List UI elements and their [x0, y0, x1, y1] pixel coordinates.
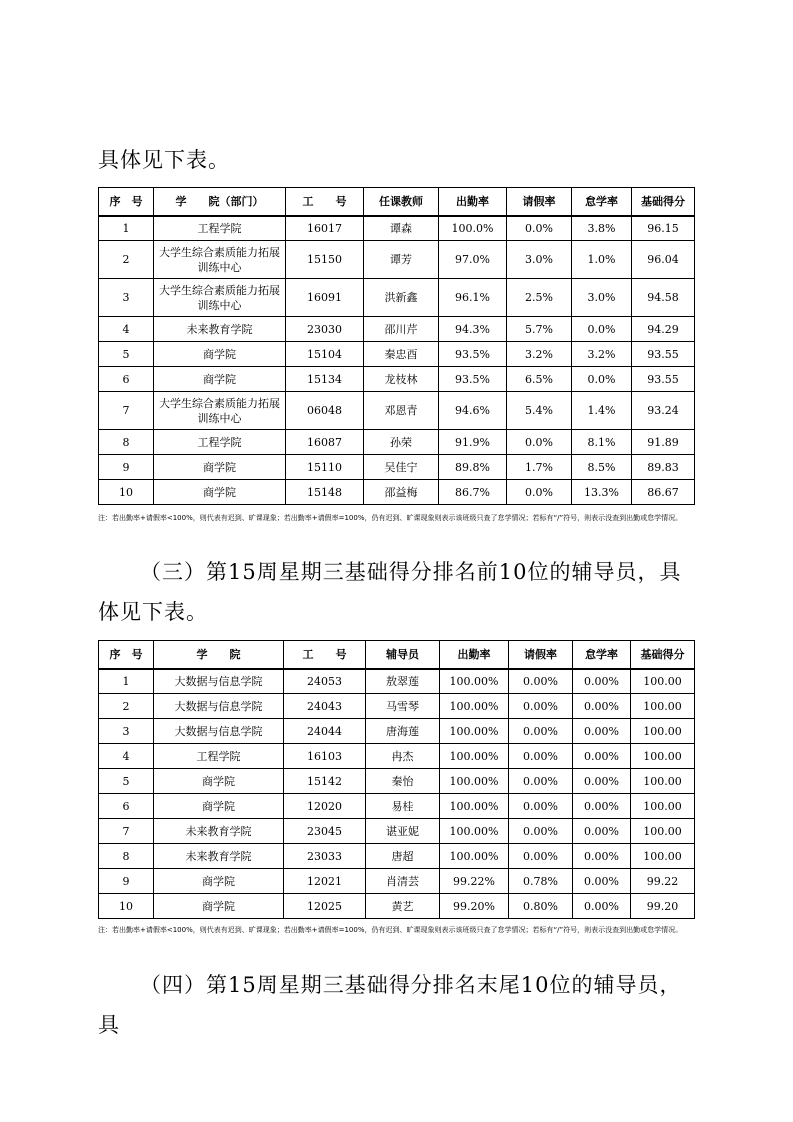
table-cell: 大学生综合素质能力拓展训练中心	[154, 241, 286, 279]
table-footnote: 注：若出勤率+请假率<100%，则代表有迟到、旷课现象；若出勤率+请假率=100%，仍有迟到、旷课现象则表示该班级只查了怠学情况；若标有“/”符号，则表示没查到出勤或怠学情况。	[98, 514, 683, 522]
table-cell: 商学院	[154, 794, 284, 819]
table-cell: 23045	[284, 819, 366, 844]
table-cell: 唐海莲	[366, 719, 440, 744]
table-cell: 2	[99, 694, 154, 719]
table-cell: 商学院	[154, 455, 286, 480]
table-row	[99, 844, 695, 869]
table-cell: 23030	[286, 317, 364, 342]
table-cell: 商学院	[154, 869, 284, 894]
table-cell: 15142	[284, 769, 366, 794]
section-4-paragraph: （四）第15周星期三基础得分排名末尾10位的辅导员，具	[98, 973, 682, 1037]
table-row	[99, 216, 695, 241]
table-cell: 100.00%	[440, 694, 509, 719]
table-cell: 0.0%	[507, 216, 572, 241]
table-cell: 6	[99, 794, 154, 819]
table-cell: 15134	[286, 367, 364, 392]
table-cell: 100.00%	[440, 719, 509, 744]
table-row	[99, 430, 695, 455]
table-cell: 100.00	[631, 669, 695, 694]
table-cell: 0.00%	[509, 794, 573, 819]
table-cell: 邵川芹	[364, 317, 439, 342]
table-cell: 邵益梅	[364, 480, 439, 505]
table-cell: 0.00%	[509, 744, 573, 769]
table-row	[99, 480, 695, 505]
table-cell: 孙荣	[364, 430, 439, 455]
table-cell: 89.83	[632, 455, 695, 480]
table-cell: 肖清芸	[366, 869, 440, 894]
header-cell: 怠学率	[572, 188, 632, 216]
table-row	[99, 769, 695, 794]
table-cell: 100.00	[631, 744, 695, 769]
table-cell: 0.00%	[573, 819, 631, 844]
table-footnote: 注：若出勤率+请假率<100%，则代表有迟到、旷课现象；若出勤率+请假率=100%，仍有迟到、旷课现象则表示该班级只查了怠学情况；若标有“/”符号，则表示没查到出勤或怠学情况。	[98, 926, 683, 934]
table-cell: 黄艺	[366, 894, 440, 919]
table-cell: 24043	[284, 694, 366, 719]
table-cell: 13.3%	[572, 480, 632, 505]
table-cell: 秦忠酉	[364, 342, 439, 367]
table-cell: 100.00%	[440, 844, 509, 869]
table-cell: 商学院	[154, 769, 284, 794]
table-cell: 0.0%	[507, 430, 572, 455]
header-cell: 出勤率	[440, 641, 509, 669]
table-cell: 10	[99, 894, 154, 919]
table-cell: 100.00%	[440, 744, 509, 769]
table-cell: 0.0%	[572, 317, 632, 342]
table-cell: 16087	[286, 430, 364, 455]
table-cell: 5.7%	[507, 317, 572, 342]
table-row	[99, 317, 695, 342]
table-cell: 99.20%	[440, 894, 509, 919]
table-cell: 秦怡	[366, 769, 440, 794]
header-cell: 出勤率	[439, 188, 507, 216]
table-row	[99, 367, 695, 392]
table-cell: 0.00%	[509, 819, 573, 844]
table-cell: 2.5%	[507, 279, 572, 317]
table-cell: 2	[99, 241, 154, 279]
table-cell: 敖翠莲	[366, 669, 440, 694]
header-cell: 基础得分	[632, 188, 695, 216]
table-row	[99, 342, 695, 367]
table-cell: 100.00%	[440, 669, 509, 694]
table-cell: 0.00%	[509, 844, 573, 869]
table-cell: 0.0%	[572, 367, 632, 392]
table-cell: 3	[99, 279, 154, 317]
intro-paragraph: 具体见下表。	[98, 148, 230, 172]
table-cell: 冉杰	[366, 744, 440, 769]
table-cell: 工程学院	[154, 430, 286, 455]
table-cell: 1	[99, 216, 154, 241]
table-cell: 94.58	[632, 279, 695, 317]
table-header-row	[99, 641, 695, 669]
table-cell: 12021	[284, 869, 366, 894]
table-cell: 100.00	[631, 694, 695, 719]
table-cell: 唐超	[366, 844, 440, 869]
teacher-ranking-table	[98, 187, 695, 505]
table-cell: 8	[99, 430, 154, 455]
table-cell: 93.55	[632, 367, 695, 392]
table-cell: 大学生综合素质能力拓展训练中心	[154, 392, 286, 430]
table-cell: 16091	[286, 279, 364, 317]
table-cell: 4	[99, 744, 154, 769]
table-cell: 15150	[286, 241, 364, 279]
table-cell: 0.00%	[573, 719, 631, 744]
table-cell: 8.5%	[572, 455, 632, 480]
header-cell: 学 院	[154, 641, 284, 669]
table-cell: 商学院	[154, 342, 286, 367]
table-cell: 3.2%	[507, 342, 572, 367]
table-cell: 0.00%	[573, 744, 631, 769]
table-cell: 16103	[284, 744, 366, 769]
table-cell: 工程学院	[154, 744, 284, 769]
table-cell: 谌亚妮	[366, 819, 440, 844]
table-cell: 5	[99, 342, 154, 367]
table-cell: 8	[99, 844, 154, 869]
table-cell: 99.22%	[440, 869, 509, 894]
table-cell: 0.00%	[509, 669, 573, 694]
table-cell: 6	[99, 367, 154, 392]
table-cell: 5	[99, 769, 154, 794]
table-row	[99, 455, 695, 480]
table-cell: 100.00	[631, 819, 695, 844]
table-cell: 未来教育学院	[154, 844, 284, 869]
header-cell: 序 号	[99, 188, 154, 216]
header-cell: 工 号	[284, 641, 366, 669]
table-cell: 100.0%	[439, 216, 507, 241]
table-cell: 15148	[286, 480, 364, 505]
table-cell: 0.00%	[573, 694, 631, 719]
table-row	[99, 744, 695, 769]
table-cell: 马雪琴	[366, 694, 440, 719]
header-cell: 工 号	[286, 188, 364, 216]
header-cell: 请假率	[507, 188, 572, 216]
table-cell: 商学院	[154, 480, 286, 505]
table-cell: 商学院	[154, 894, 284, 919]
table-cell: 12020	[284, 794, 366, 819]
counselor-ranking-table	[98, 640, 695, 919]
table-cell: 16017	[286, 216, 364, 241]
table-cell: 93.5%	[439, 367, 507, 392]
header-cell: 辅导员	[366, 641, 440, 669]
table-cell: 0.00%	[573, 669, 631, 694]
table-cell: 100.00	[631, 769, 695, 794]
table-cell: 0.00%	[573, 769, 631, 794]
table-cell: 大数据与信息学院	[154, 669, 284, 694]
table-cell: 24044	[284, 719, 366, 744]
table-cell: 1.0%	[572, 241, 632, 279]
table-cell: 0.00%	[573, 844, 631, 869]
table-cell: 100.00	[631, 844, 695, 869]
table-cell: 谭森	[364, 216, 439, 241]
table-cell: 100.00	[631, 719, 695, 744]
table-cell: 89.8%	[439, 455, 507, 480]
header-cell: 怠学率	[573, 641, 631, 669]
table-row	[99, 279, 695, 317]
header-cell: 基础得分	[631, 641, 695, 669]
table-cell: 100.00%	[440, 794, 509, 819]
table-cell: 1	[99, 669, 154, 694]
table-cell: 洪新鑫	[364, 279, 439, 317]
table-cell: 7	[99, 392, 154, 430]
table-row	[99, 794, 695, 819]
table-cell: 96.04	[632, 241, 695, 279]
table-cell: 97.0%	[439, 241, 507, 279]
table-cell: 9	[99, 455, 154, 480]
table-cell: 94.29	[632, 317, 695, 342]
table-cell: 大数据与信息学院	[154, 694, 284, 719]
table-cell: 3	[99, 719, 154, 744]
header-cell: 任课教师	[364, 188, 439, 216]
table-cell: 96.15	[632, 216, 695, 241]
table-row	[99, 819, 695, 844]
table-cell: 99.22	[631, 869, 695, 894]
table-row	[99, 719, 695, 744]
table-cell: 23033	[284, 844, 366, 869]
table-header-row	[99, 188, 695, 216]
table-cell: 4	[99, 317, 154, 342]
table-cell: 吴佳宁	[364, 455, 439, 480]
table-cell: 0.78%	[509, 869, 573, 894]
table-cell: 94.6%	[439, 392, 507, 430]
table-cell: 10	[99, 480, 154, 505]
table-cell: 1.7%	[507, 455, 572, 480]
table-row	[99, 392, 695, 430]
table-cell: 3.0%	[507, 241, 572, 279]
header-cell: 请假率	[509, 641, 573, 669]
table-cell: 91.89	[632, 430, 695, 455]
table-cell: 91.9%	[439, 430, 507, 455]
table-row	[99, 241, 695, 279]
table-cell: 15104	[286, 342, 364, 367]
table-cell: 24053	[284, 669, 366, 694]
table-cell: 93.55	[632, 342, 695, 367]
table-row	[99, 669, 695, 694]
table-cell: 易桂	[366, 794, 440, 819]
table-cell: 0.00%	[509, 769, 573, 794]
table-cell: 邓恩青	[364, 392, 439, 430]
table-cell: 3.2%	[572, 342, 632, 367]
table-cell: 工程学院	[154, 216, 286, 241]
table-cell: 0.00%	[573, 794, 631, 819]
table-cell: 3.0%	[572, 279, 632, 317]
table-cell: 94.3%	[439, 317, 507, 342]
table-cell: 大学生综合素质能力拓展训练中心	[154, 279, 286, 317]
table-cell: 99.20	[631, 894, 695, 919]
table-cell: 6.5%	[507, 367, 572, 392]
table-cell: 0.00%	[509, 694, 573, 719]
table-row	[99, 694, 695, 719]
table-cell: 9	[99, 869, 154, 894]
table-cell: 86.67	[632, 480, 695, 505]
table-cell: 龙枝林	[364, 367, 439, 392]
header-cell: 序 号	[99, 641, 154, 669]
table-cell: 0.00%	[573, 894, 631, 919]
table-cell: 15110	[286, 455, 364, 480]
table-cell: 12025	[284, 894, 366, 919]
table-cell: 商学院	[154, 367, 286, 392]
table-cell: 未来教育学院	[154, 317, 286, 342]
table-cell: 0.00%	[509, 719, 573, 744]
table-row	[99, 894, 695, 919]
table-cell: 0.00%	[573, 869, 631, 894]
table-cell: 0.80%	[509, 894, 573, 919]
table-cell: 1.4%	[572, 392, 632, 430]
table-cell: 96.1%	[439, 279, 507, 317]
table-cell: 86.7%	[439, 480, 507, 505]
table-cell: 5.4%	[507, 392, 572, 430]
table-cell: 100.00	[631, 794, 695, 819]
table-row	[99, 869, 695, 894]
table-cell: 06048	[286, 392, 364, 430]
table-cell: 100.00%	[440, 819, 509, 844]
table-cell: 0.0%	[507, 480, 572, 505]
table-cell: 谭芳	[364, 241, 439, 279]
table-cell: 大数据与信息学院	[154, 719, 284, 744]
section-3-paragraph: （三）第15周星期三基础得分排名前10位的辅导员，具体见下表。	[98, 560, 682, 624]
table-cell: 100.00%	[440, 769, 509, 794]
table-cell: 8.1%	[572, 430, 632, 455]
header-cell: 学 院（部门）	[154, 188, 286, 216]
table-cell: 93.24	[632, 392, 695, 430]
table-cell: 7	[99, 819, 154, 844]
table-cell: 3.8%	[572, 216, 632, 241]
table-cell: 未来教育学院	[154, 819, 284, 844]
table-cell: 93.5%	[439, 342, 507, 367]
